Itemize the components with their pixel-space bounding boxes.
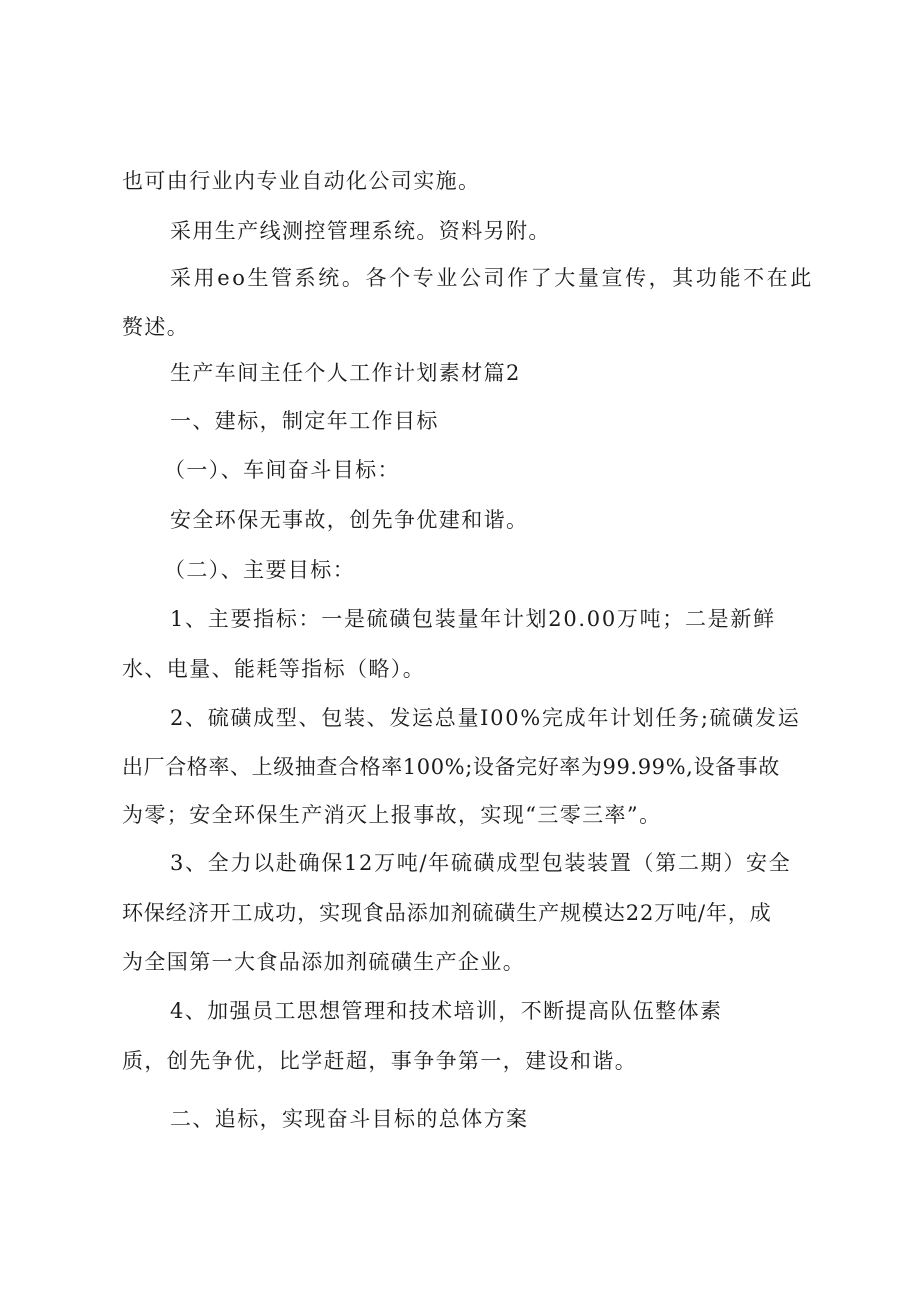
section-heading-article-2: 生产车间主任个人工作计划素材篇2 (170, 361, 521, 385)
item-3-line-1: 3、全力以赴确保12万吨/年硫磺成型包装装置（第二期）安全 (170, 851, 792, 875)
item-2-line-1: 2、硫磺成型、包装、发运总量I00%完成年计划任务;硫磺发运 (170, 706, 801, 730)
heading-section-2: 二、追标，实现奋斗目标的总体方案 (170, 1107, 529, 1131)
item-1-line-2: 水、电量、能耗等指标（略）。 (122, 657, 426, 681)
paragraph-line-1: 也可由行业内专业自动化公司实施。 (122, 169, 481, 193)
item-1-line-1: 1、主要指标：一是硫磺包装量年计划20.00万吨；二是新鲜 (170, 607, 776, 631)
paragraph-line-4: 赘述。 (122, 315, 190, 339)
item-2-line-3: 为零；安全环保生产消灭上报事故，实现“三零三率”。 (122, 803, 662, 827)
item-4-line-2: 质，创先争优，比学赶超，事争争第一，建设和谐。 (122, 1049, 638, 1073)
paragraph-line-8: 安全环保无事故，创先争优建和谐。 (170, 508, 529, 532)
paragraph-line-2: 采用生产线测控管理系统。资料另附。 (170, 219, 551, 243)
item-4-line-1: 4、加强员工思想管理和技术培训，不断提高队伍整体素 (170, 999, 723, 1023)
item-3-line-2: 环保经济开工成功，实现食品添加剂硫磺生产规模达22万吨/年，成 (122, 901, 772, 925)
item-3-line-3: 为全国第一大食品添加剂硫磺生产企业。 (122, 950, 526, 974)
subheading-1: （一）、车间奋斗目标： (164, 458, 400, 482)
subheading-2: （二）、主要目标： (164, 558, 356, 582)
item-2-line-2: 出厂合格率、上级抽查合格率100%;设备完好率为99.99%,设备事故 (122, 755, 780, 779)
paragraph-line-3: 采用eo生管系统。各个专业公司作了大量宣传，其功能不在此 (170, 266, 814, 290)
heading-section-1: 一、建标，制定年工作目标 (170, 409, 439, 433)
